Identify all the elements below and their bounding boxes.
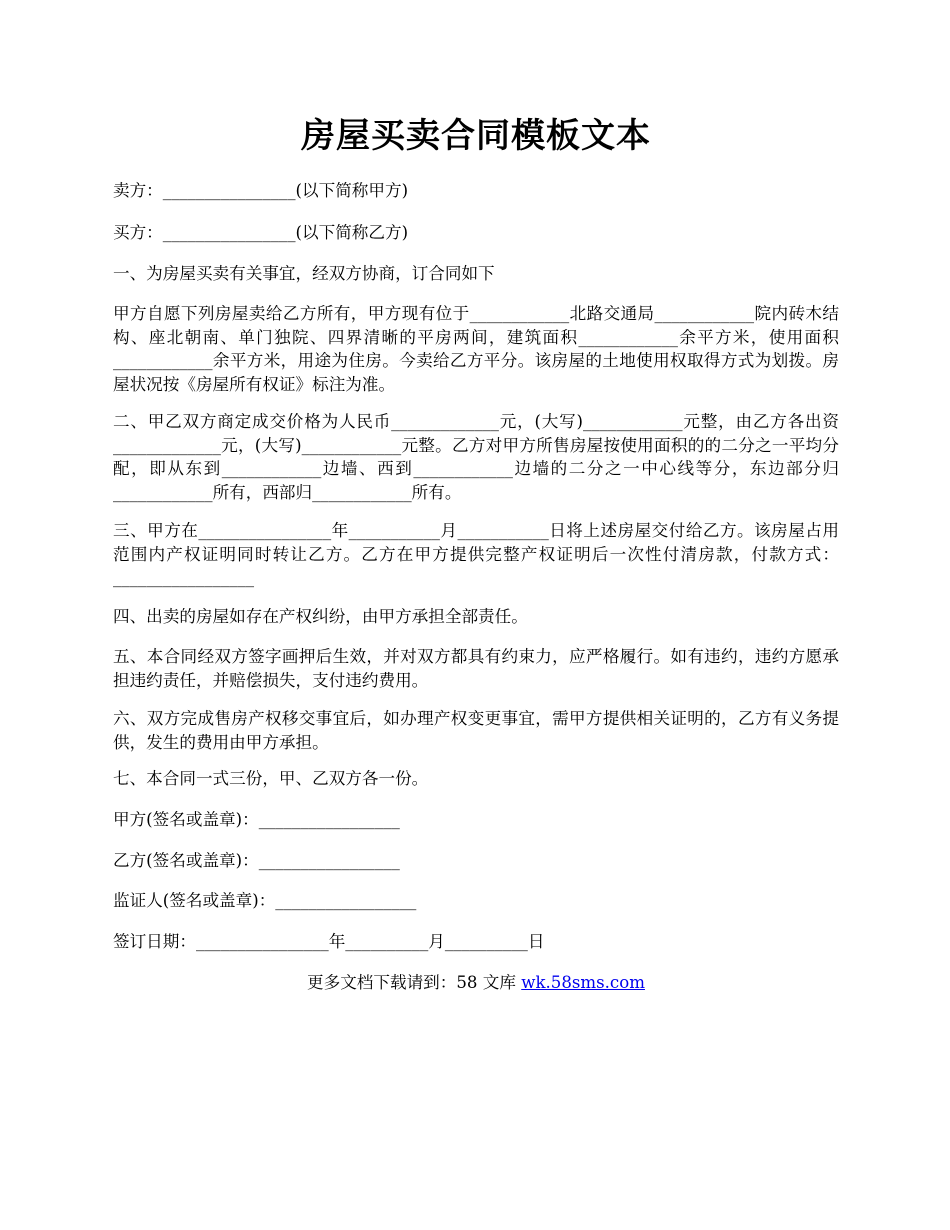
- clause-transfer: 六、双方完成售房产权移交事宜后，如办理产权变更事宜，需甲方提供相关证明的，乙方有义务提供，发生的费用由甲方承担。: [113, 709, 839, 752]
- signature-witness: 监证人(签名或盖章)：_________________: [113, 891, 417, 910]
- footer-link[interactable]: wk.58sms.com: [521, 973, 645, 992]
- clause-delivery: 三、甲方在________________年___________月___________日将上述房屋交付给乙方。该房屋占用范围内产权证明同时转让乙方。乙方在甲方提供完整产权证明后一次性付清房款，付款方式：_________________: [113, 521, 839, 587]
- clause-dispute: 四、出卖的房屋如存在产权纠纷，由甲方承担全部责任。: [113, 607, 528, 626]
- clause-intro: 一、为房屋买卖有关事宜，经双方协商，订合同如下: [113, 264, 495, 283]
- buyer-line: 买方：________________(以下简称乙方): [113, 223, 409, 242]
- footer-text: 更多文档下载请到：58 文库: [307, 973, 522, 992]
- document-title: 房屋买卖合同模板文本: [301, 116, 651, 156]
- clause-property: 甲方自愿下列房屋卖给乙方所有，甲方现有位于____________北路交通局____________院内砖木结构、座北朝南、单门独院、四界清晰的平房两间，建筑面积____________余平方米，使用面积____________余平方米，用途为住房。今卖给乙方平分。该房屋的土地使用权取得方式为划拨。房屋状况按《房屋所有权证》标注为准。: [113, 304, 839, 394]
- seller-line: 卖方：________________(以下简称甲方): [113, 181, 409, 200]
- clause-price: 二、甲乙双方商定成交价格为人民币_____________元，(大写)____________元整，由乙方各出资_____________元，(大写)____________元整。乙方对甲方所售房屋按使用面积的的二分之一平均分配，即从东到____________边墙、西到____________边墙的二分之一中心线等分，东边部分归____________所有，西部归____________所有。: [113, 412, 839, 502]
- clause-effect: 五、本合同经双方签字画押后生效，并对双方都具有约束力，应严格履行。如有违约，违约方愿承担违约责任，并赔偿损失，支付违约费用。: [113, 647, 839, 690]
- signature-party-a: 甲方(签名或盖章)：_________________: [113, 810, 400, 829]
- clause-copies: 七、本合同一式三份，甲、乙双方各一份。: [113, 769, 429, 788]
- footer: [113, 971, 839, 995]
- signing-date: 签订日期：________________年__________月__________日: [113, 932, 545, 951]
- signature-party-b: 乙方(签名或盖章)：_________________: [113, 851, 400, 870]
